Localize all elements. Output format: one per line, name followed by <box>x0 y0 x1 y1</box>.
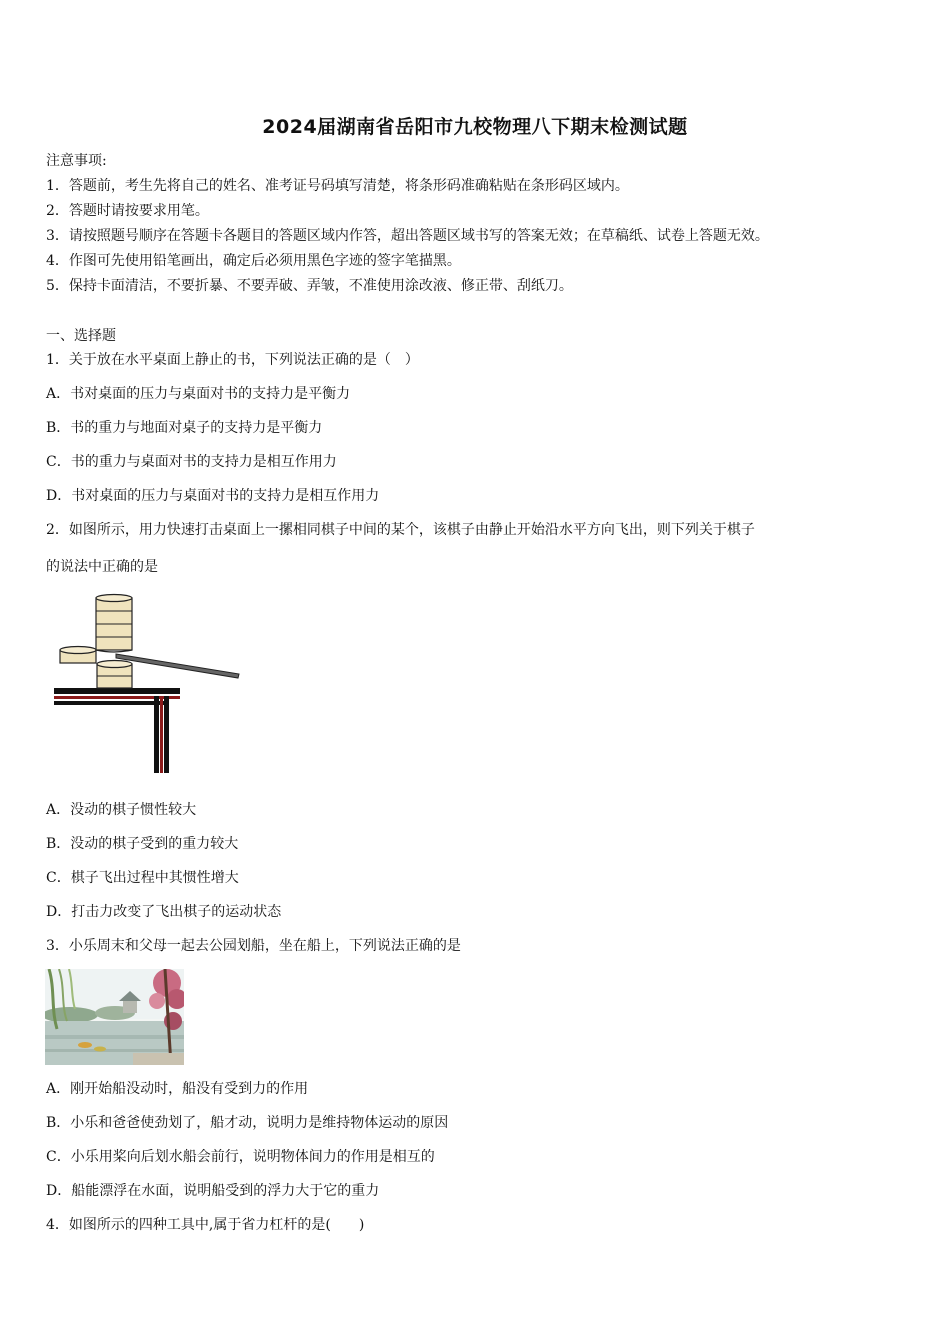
question-2-stem-line-2: 的说法中正确的是 <box>46 559 158 575</box>
question-3-option-b: B．小乐和爸爸使劲划了，船才动，说明力是维持物体运动的原因 <box>46 1115 449 1131</box>
question-2-option-c: C．棋子飞出过程中其惯性增大 <box>46 870 239 886</box>
table-leg-inner <box>164 696 169 773</box>
question-1-option-b: B．书的重力与地面对桌子的支持力是平衡力 <box>46 420 323 436</box>
question-1-option-d: D．书对桌面的压力与桌面对书的支持力是相互作用力 <box>46 488 380 504</box>
question-2-option-b: B．没动的棋子受到的重力较大 <box>46 836 239 852</box>
exam-title: 2024届湖南省岳阳市九校物理八下期末检测试题 <box>262 116 688 138</box>
checkers-table-figure <box>46 592 246 777</box>
flying-checker <box>60 647 96 664</box>
question-4-stem: 4．如图所示的四种工具中,属于省力杠杆的是( ) <box>46 1217 365 1233</box>
table-leg-mid <box>160 696 163 773</box>
striking-ruler <box>116 654 239 678</box>
notes-item: 4．作图可先使用铅笔画出，确定后必须用黑色字迹的签字笔描黑。 <box>46 253 461 269</box>
question-2-option-a: A．没动的棋子惯性较大 <box>46 802 197 818</box>
notes-item: 3．请按照题号顺序在答题卡各题目的答题区域内作答，超出答题区域书写的答案无效；在草稿纸、试卷上答题无效。 <box>46 228 769 244</box>
table-leg-outer <box>154 696 159 773</box>
question-2-stem-line-1: 2．如图所示，用力快速打击桌面上一摞相同棋子中间的某个，该棋子由静止开始沿水平方向飞出，则下列关于棋子 <box>46 522 755 538</box>
question-1-option-c: C．书的重力与桌面对书的支持力是相互作用力 <box>46 454 337 470</box>
notes-item: 1．答题前，考生先将自己的姓名、准考证号码填写清楚，将条形码准确粘贴在条形码区域内。 <box>46 178 629 194</box>
question-3-option-d: D．船能漂浮在水面，说明船受到的浮力大于它的重力 <box>46 1183 380 1199</box>
question-2-option-d: D．打击力改变了飞出棋子的运动状态 <box>46 904 282 920</box>
notes-item: 2．答题时请按要求用笔。 <box>46 203 209 219</box>
section-heading: 一、选择题 <box>46 328 116 344</box>
question-1-option-a: A．书对桌面的压力与桌面对书的支持力是平衡力 <box>46 386 351 402</box>
question-3-stem: 3．小乐周末和父母一起去公园划船，坐在船上，下列说法正确的是 <box>46 938 461 954</box>
question-1-stem: 1．关于放在水平桌面上静止的书，下列说法正确的是（ ） <box>46 352 419 368</box>
question-3-option-a: A．刚开始船没动时，船没有受到力的作用 <box>46 1081 309 1097</box>
table-top <box>54 688 180 694</box>
notes-heading: 注意事项: <box>46 153 107 169</box>
checker-stack-lower <box>97 661 132 689</box>
table-underside <box>54 701 168 705</box>
park-lake-photo <box>45 969 184 1065</box>
question-3-option-c: C．小乐用桨向后划水船会前行，说明物体间力的作用是相互的 <box>46 1149 435 1165</box>
checker-stack-upper <box>96 595 132 653</box>
notes-item: 5．保持卡面清洁，不要折暴、不要弄破、弄皱，不准使用涂改液、修正带、刮纸刀。 <box>46 278 573 294</box>
